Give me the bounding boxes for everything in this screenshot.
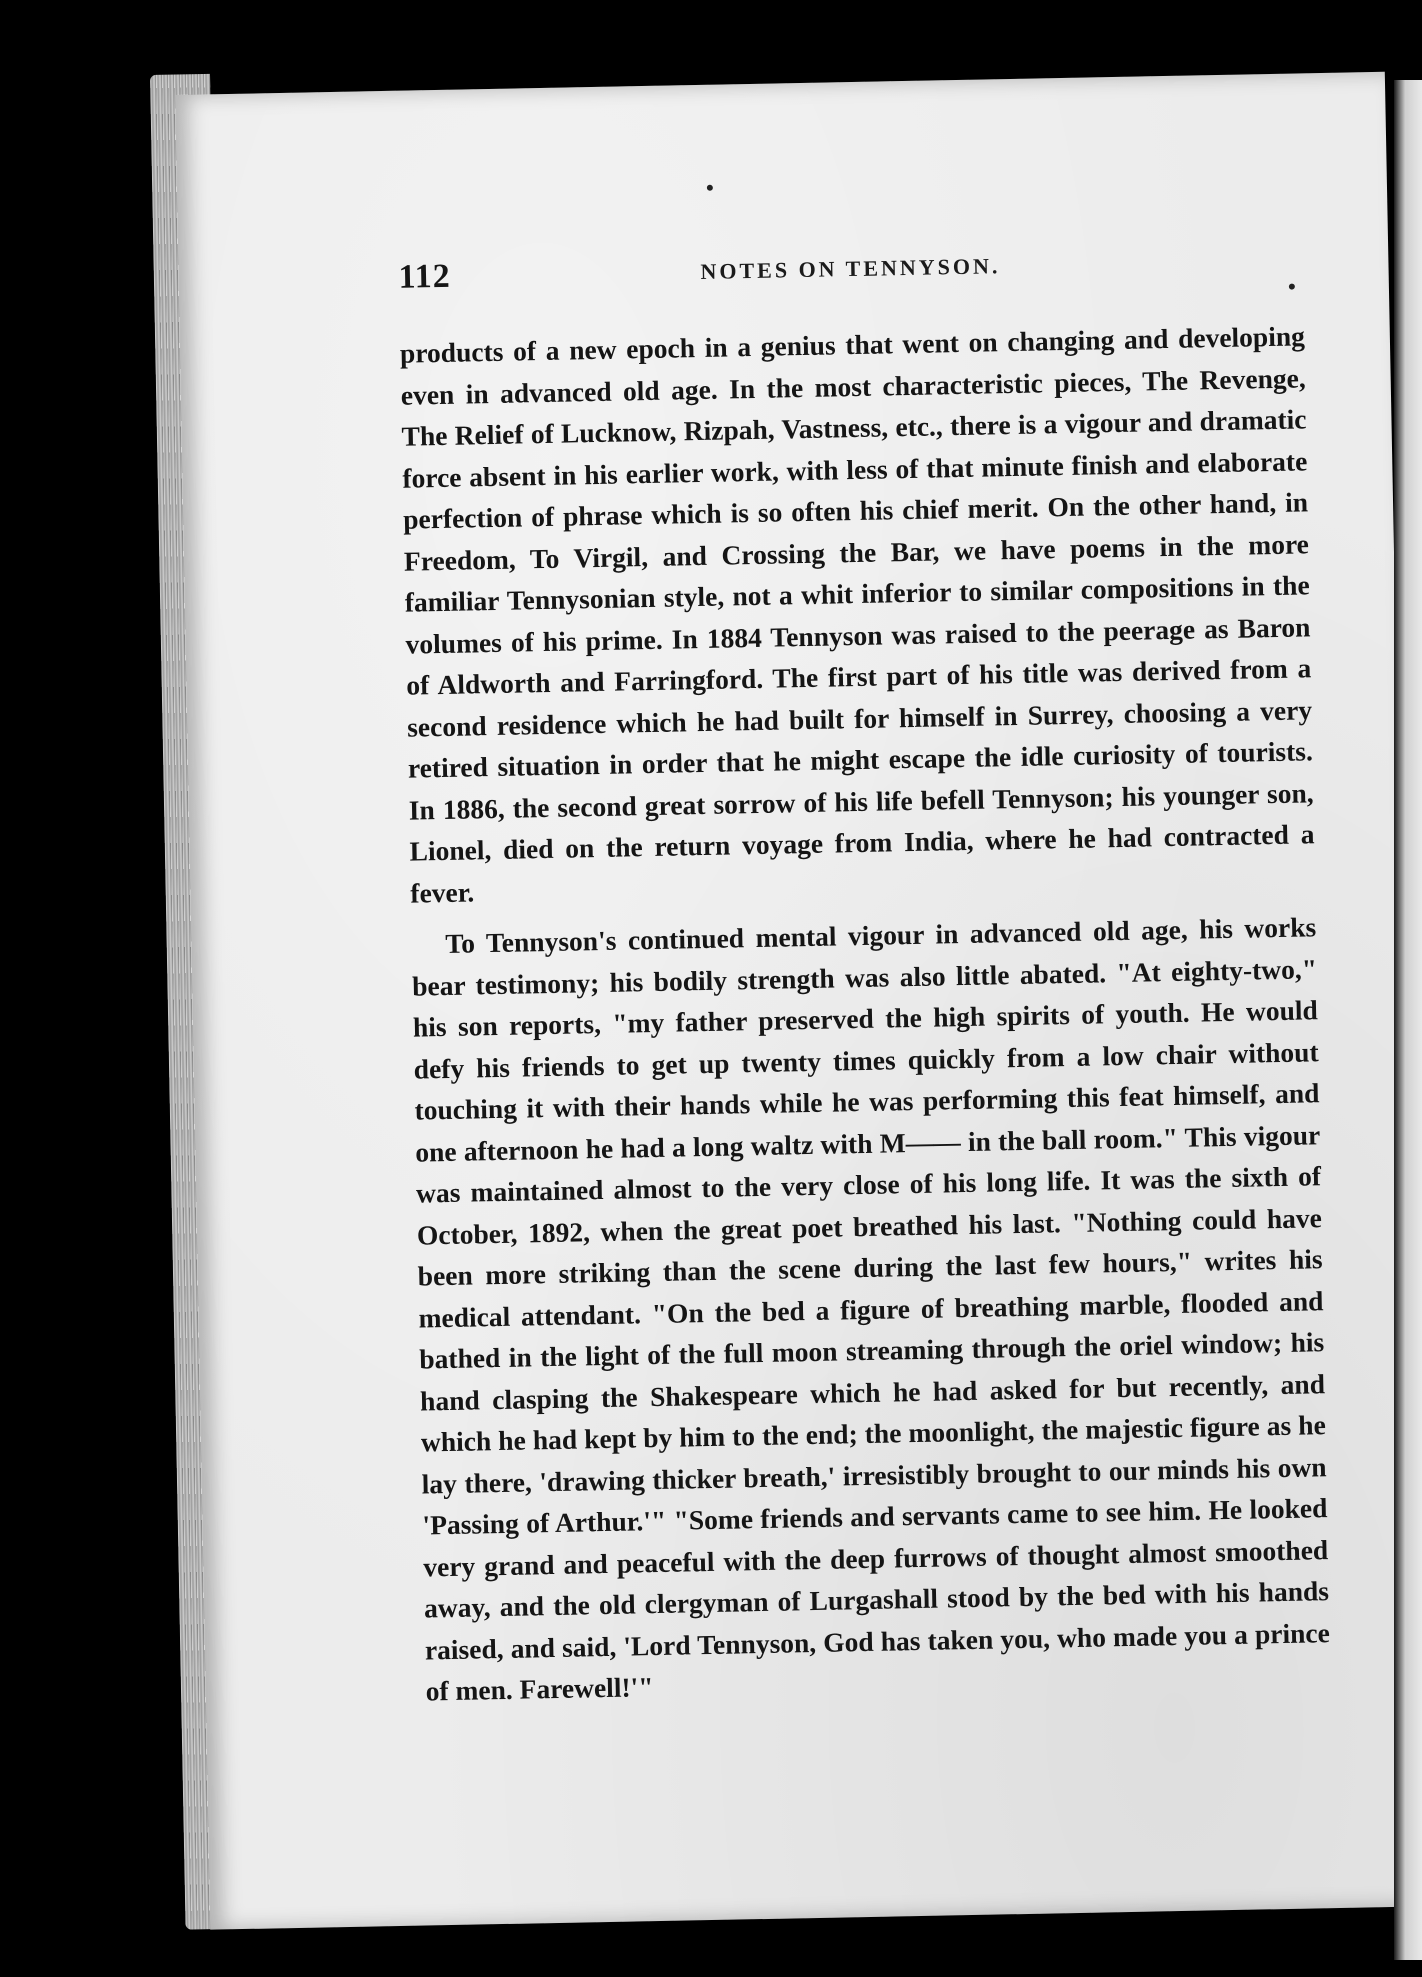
paragraph: products of a new epoch in a genius that went on changing and developing even in advanced old age. In the most characteristic pieces, The Revenge, The Relief of Lucknow, Rizpah, Vastness, etc., there is a vigour and dramatic force absent in his earlier work, with less of that minute finish and elaborate perfection of phrase which is so often his chief merit. On the other hand, in Freedom, To Virgil, and Crossing the Bar, we have poems in the more familiar Tennysonian style, not a whit inferior to similar compositions in the volumes of his prime. In 1884 Tennyson was raised to the peerage as Baron of Aldworth and Farringford. The first part of his title was derived from a second residence which he had built for himself in Surrey, choosing a very retired situation in order that he might escape the idle curiosity of tourists. In 1886, the second great sorrow of his life befell Tennyson; his younger son, Lionel, died on the return voyage from India, where he had contracted a fever.: [399, 320, 1315, 909]
running-head: NOTES ON TENNYSON.: [700, 253, 1001, 284]
book-page: [175, 72, 1420, 1930]
speck: [707, 185, 713, 191]
page-number: 112: [398, 257, 452, 296]
page-header: [398, 242, 1279, 299]
facing-page-edge: [1394, 80, 1422, 1960]
body-text: [400, 315, 1331, 1712]
speck: [1289, 284, 1295, 290]
paragraph: To Tennyson's continued mental vigour in advanced old age, his works bear testimony; his bodily strength was also little abated. "At eighty-two," his son reports, "my father preserved the high spirits of youth. He would defy his friends to get up twenty times quickly from a low chair without touching it with their hands while he was performing this feat himself, and one afternoon he had a long waltz with M—— in the ball room." This vigour was maintained almost to the very close of his long life. It was the sixth of October, 1892, when the great poet breathed his last. "Nothing could have been more striking than the scene during the last few hours," writes his medical attendant. "On the bed a figure of breathing marble, flooded and bathed in the light of the full moon streaming through the oriel window; his hand clasping the Shakespeare which he had asked for but recently, and which he had kept by him to the end; the moonlight, the majestic figure as he lay there, 'drawing thicker breath,' irresistibly brought to our minds his own 'Passing of Arthur.'" "Some friends and servants came to see him. He looked very grand and peaceful with the deep furrows of thought almost smoothed away, and the old clergyman of Lurgashall stood by the bed with his hands raised, and said, 'Lord Tennyson, God has taken you, who made you a prince of men. Farewell!'": [411, 911, 1331, 1707]
